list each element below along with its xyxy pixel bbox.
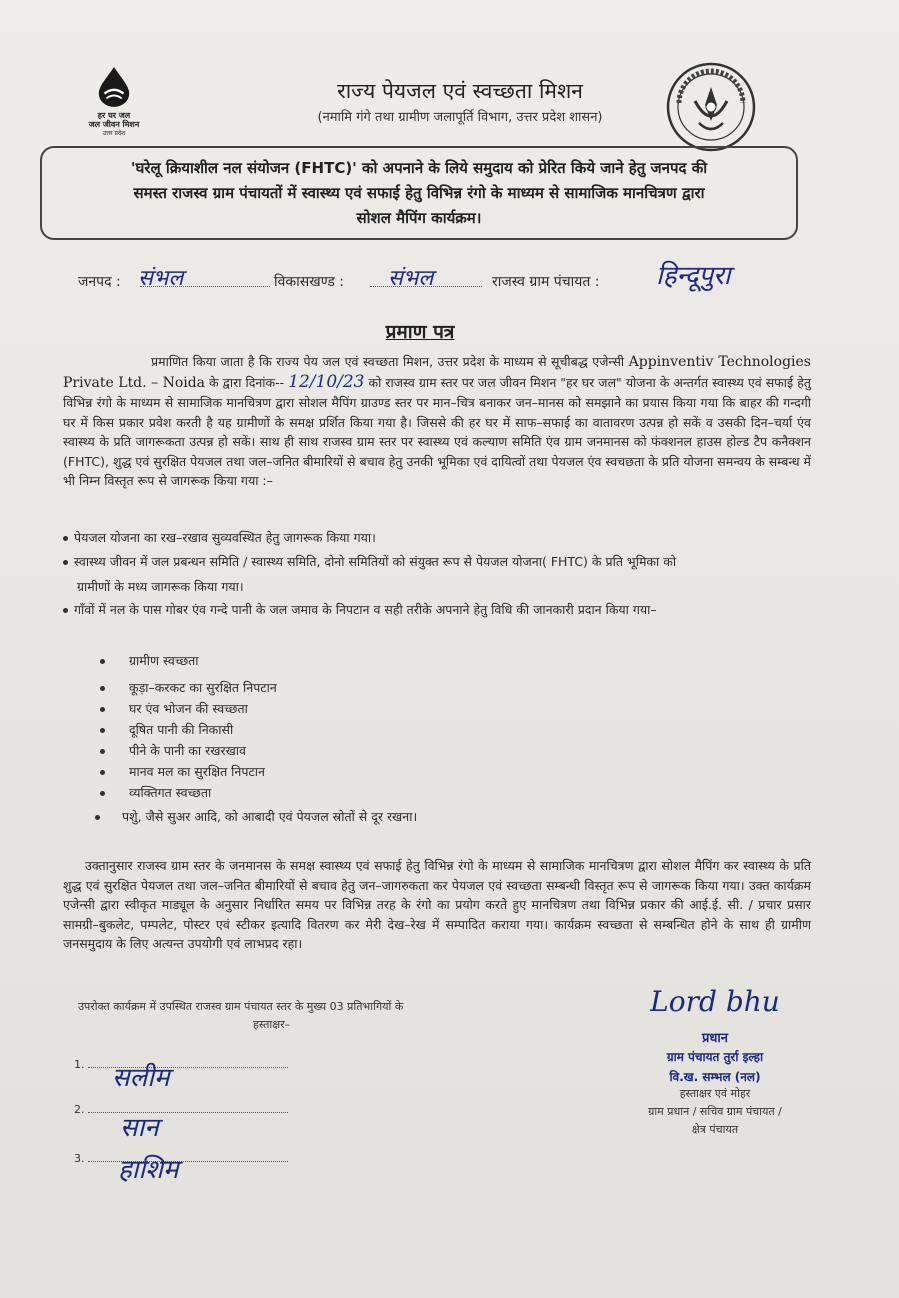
vikaskhand-value: संभल xyxy=(388,266,434,291)
closing-paragraph: उक्तानुसार राजस्व ग्राम स्तर के जनमानस के समक्ष स्वास्थ्य एवं सफाई हेतु विभिन्न रंगो के माध्यम से सामाजिक मानचित्रण द्वारा सोशल मैपिंग कर स्वास्थ्य के प्रति शुद्ध एवं सुरक्षित पेयजल तथा जल–जनित बीमारियों से बचाव हेतु जन–जागरुकता कर पेयजल एवं स्वच्छता सम्बन्धी विस्तृत रूप से जागरूक किया गया। उक्त कार्यक्रम एजेन्सी द्वारा स्वीकृत माड्यूल के अनुसार निर्धारित समय पर विभिन्न तरह के रंगो का प्रयोग करते हुए मानचित्रण तथा विभिन्न प्रकार की आई.ई. सी. / प्रचार प्रसार सामग्री–बुकलेट, पम्पलेट, पोस्टर एवं स्टीकर इत्यादि वितरण कर मेरी देख–रेख में सम्पादित कराया गया। कार्यक्रम स्वच्छता से सम्बन्धित होने के साथ ही ग्रामीण जनसमुदाय के लिए अत्यन्त उपयोगी एवं लाभप्रद रहा। xyxy=(63,858,811,951)
body-text-c: को राजस्व ग्राम स्तर पर जल जीवन मिशन "हर घर जल" योजना के अन्तर्गत स्वास्थ्य एवं सफाई हेतु विभिन्न रंगो के माध्यम से सामाजिक मानचित्रण द्वारा सोशल मैपिंग ग्राउण्ड स्तर पर मान–चित्र बनाकर जन–मानस को समझाने का प्रयास किया गया कि बाहर की गन्दगी घर में किस प्रकार प्रवेश करती है यह ग्रामीणों के समक्ष प्रर्शित किया गया है। जिससे की हर घर में साफ–सफाई का वातावरण उत्पन्न हो सकें व उसकी दिन–चर्या एंव स्वास्थ्य के प्रति जागरूकता उत्पन्न हो सकें। साथ ही साथ राजस्व ग्राम स्तर पर स्वास्थ्य एवं कल्याण समिति एंव ग्राम जनमानस को फंक्शनल हाउस होल्ड टैप कनैक्शन (FHTC), शुद्ध एवं सुरक्षित पेयजल तथा जल–जनित बीमारियों से बचाव हेतु उनकी भूमिका एवं दायित्वों तथा पेयजल एंव स्वचछता के प्रति योजना समन्वय के सम्बन्ध में भी निम्न विस्तृत रूप से जागरूक किया गया :– xyxy=(63,374,811,488)
list-item xyxy=(100,677,500,698)
bullet-icon xyxy=(100,686,105,691)
janpad-dotted-line xyxy=(140,286,270,287)
list-item xyxy=(100,698,500,719)
vikaskhand-label: विकासखण्ड : xyxy=(274,274,345,290)
janpad-label: जनपद : xyxy=(78,274,121,290)
up-government-seal-icon xyxy=(665,61,757,153)
list-item xyxy=(100,740,500,761)
sign-seal-label: हस्ताक्षर एवं मोहर xyxy=(679,1087,751,1100)
participants-intro-text: उपरोक्त कार्यक्रम में उपस्थित राजस्व ग्राम पंचायत स्तर के मुख्य 03 प्रतिभागियों के xyxy=(78,1000,404,1013)
bullet-icon xyxy=(63,560,68,565)
header xyxy=(0,55,899,145)
participant-line-2 xyxy=(74,1103,288,1116)
sanitation-topics-list xyxy=(100,650,500,803)
list-item-text: कूड़ा–करकट का सुरक्षित निपटान xyxy=(129,680,277,695)
logo-text-1: हर घर जल xyxy=(97,111,131,120)
certificate-body xyxy=(63,352,811,491)
bullet-icon xyxy=(95,815,100,820)
gram-panchayat-label: राजस्व ग्राम पंचायत : xyxy=(492,274,600,290)
list-item-text: ग्रामीण स्वच्छता xyxy=(129,653,199,668)
bullet-text: स्वास्थ्य जीवन में जल प्रबन्धन समिति / स्वास्थ्य समिति, दोनो समितियों को संयुक्त रूप से पेयजल योजना( FHTC) के प्रति भूमिका को xyxy=(74,554,677,569)
bullet-icon xyxy=(100,791,105,796)
program-date: 12/10/23 xyxy=(288,371,365,392)
bullet-item-2 xyxy=(63,552,823,572)
stamp-line-2: वि.ख. सम्भल (नल) xyxy=(669,1070,761,1084)
certificate-title: प्रमाण पत्र xyxy=(385,321,455,343)
line-number: 1. xyxy=(74,1058,85,1071)
org-title: राज्य पेयजल एवं स्वच्छता मिशन xyxy=(337,79,583,103)
location-fields xyxy=(78,262,838,298)
bullet-icon xyxy=(63,608,68,613)
org-subtitle: (नमामि गंगे तथा ग्रामीण जलापूर्ति विभाग, उत्तर प्रदेश शासन) xyxy=(317,110,603,125)
pradhan-label: प्रधान xyxy=(702,1031,728,1046)
list-item xyxy=(100,761,500,782)
participant-line-1 xyxy=(74,1058,288,1071)
bullet-icon xyxy=(100,707,105,712)
agency-name: Appinventiv Technologies Private Ltd. – Noida xyxy=(63,354,811,391)
bullet-icon xyxy=(100,728,105,733)
list-item-text: मानव मल का सुरक्षित निपटान xyxy=(129,764,265,779)
bullet-item-2-cont xyxy=(77,577,837,597)
participants-intro xyxy=(78,998,403,1034)
janpad-value: संभल xyxy=(138,266,184,291)
bullet-text: पेयजल योजना का रख–रखाव सुव्यवस्थित हेतु जागरूक किया गया। xyxy=(74,530,376,545)
stamp-line-1: ग्राम पंचायत तुर्रा इल्हा xyxy=(666,1050,764,1064)
list-item xyxy=(100,650,500,671)
vikaskhand-dotted-line xyxy=(370,286,482,287)
water-drop-icon xyxy=(95,65,133,107)
line-number: 2. xyxy=(74,1103,85,1116)
bullet-icon xyxy=(63,536,68,541)
bullet-icon xyxy=(100,770,105,775)
pradhan-signature: Lord bhu xyxy=(650,985,780,1018)
designation-line-1: ग्राम प्रधान / सचिव ग्राम पंचायत / xyxy=(648,1105,782,1118)
bullet-icon xyxy=(100,659,105,664)
list-item-text: घर एंव भोजन की स्वच्छता xyxy=(129,701,248,716)
banner-line-3: सोशल मैपिंग कार्यक्रम। xyxy=(356,209,482,227)
list-item-text: पीने के पानी का रखरखाव xyxy=(129,743,246,758)
list-item xyxy=(100,782,500,803)
gram-panchayat-value: हिन्दूपुरा xyxy=(656,261,731,291)
bullet-icon xyxy=(100,749,105,754)
bullet-text: पशुे, जैसे सुअर आदि, को आबादी एवं पेयजल स्रोतों से दूर रखना। xyxy=(122,809,418,824)
bullet-text: गाँवों में नल के पास गोबर एंव गन्दे पानी के जल जमाव के निपटान व सही तरीके अपनाने हेतु विधि की जानकारी प्रदान किया गया– xyxy=(74,602,657,617)
bullet-item-1 xyxy=(63,528,823,548)
banner-line-1: 'घरेलू क्रियाशील नल संयोजन (FHTC)' को अपनाने के लिये समुदाय को प्रेरित किये जाने हेतु जनपद की xyxy=(130,159,708,177)
program-banner xyxy=(40,146,798,240)
participant-signature-3: हाशिम xyxy=(118,1155,179,1185)
logo-text-2: जल जीवन मिशन xyxy=(88,120,140,129)
participant-signature-1: सलीम xyxy=(112,1063,170,1093)
bullet-text: ग्रामीणों के मध्य जागरूक किया गया। xyxy=(77,579,244,594)
bullet-item-animals xyxy=(95,808,417,825)
list-item xyxy=(100,719,500,740)
line-number: 3. xyxy=(74,1152,85,1165)
banner-line-2: समस्त राजस्व ग्राम पंचायतों में स्वास्थ्य एवं सफाई हेतु विभिन्न रंगो के माध्यम से सामाजिक मानचित्रण द्वारा xyxy=(133,184,705,202)
har-ghar-jal-logo xyxy=(78,65,150,137)
participant-line-3 xyxy=(74,1152,288,1165)
list-item-text: दूषित पानी की निकासी xyxy=(129,722,234,737)
list-item-text: व्यक्तिगत स्वच्छता xyxy=(129,785,212,800)
signatures-label: हस्ताक्षर– xyxy=(253,1018,291,1031)
bullet-item-3 xyxy=(63,600,823,620)
body-text-b: के द्वारा दिनांक-- xyxy=(209,374,285,390)
participant-signature-2: सान xyxy=(120,1113,159,1143)
body-text-a: प्रमाणित किया जाता है कि राज्य पेय जल एवं स्वच्छता मिशन, उत्तर प्रदेश के माध्यम से सूचीबद्ध एजेन्सी xyxy=(151,354,625,369)
logo-text-3: उत्तर प्रदेश xyxy=(102,130,126,137)
designation-line-2: क्षेत्र पंचायत xyxy=(691,1123,739,1136)
